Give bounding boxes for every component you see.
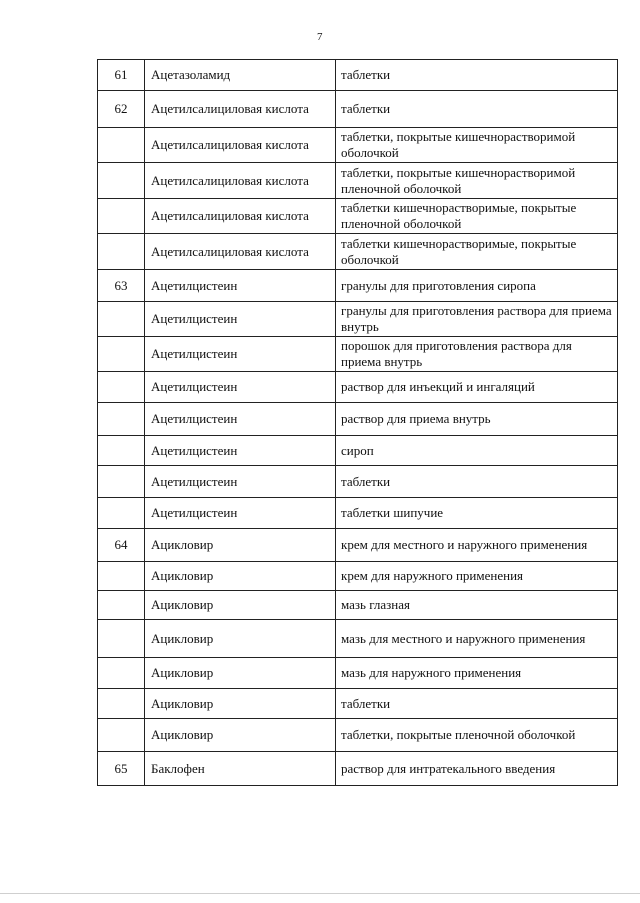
table-row <box>98 403 618 436</box>
row-number <box>98 591 145 620</box>
dosage-form: таблетки <box>336 91 618 128</box>
row-number <box>98 658 145 689</box>
row-number: 62 <box>98 91 145 128</box>
row-number <box>98 199 145 234</box>
row-number: 61 <box>98 60 145 91</box>
dosage-form: таблетки <box>336 60 618 91</box>
page-number: 7 <box>317 31 323 43</box>
dosage-form: таблетки кишечнорастворимые, покрытые оболочкой <box>336 234 618 270</box>
drug-name: Ацетилцистеин <box>145 270 336 302</box>
dosage-form: раствор для интратекального введения <box>336 752 618 786</box>
dosage-form: таблетки, покрытые кишечнорастворимой пленочной оболочкой <box>336 163 618 199</box>
dosage-form: раствор для инъекций и ингаляций <box>336 372 618 403</box>
drug-name: Ацетилсалициловая кислота <box>145 128 336 163</box>
dosage-form: мазь глазная <box>336 591 618 620</box>
table-row <box>98 658 618 689</box>
dosage-form: таблетки <box>336 689 618 719</box>
dosage-form: таблетки шипучие <box>336 498 618 529</box>
table-row <box>98 302 618 337</box>
row-number <box>98 234 145 270</box>
dosage-form: таблетки кишечнорастворимые, покрытые пленочной оболочкой <box>336 199 618 234</box>
dosage-form: сироп <box>336 436 618 466</box>
drug-name: Ацикловир <box>145 719 336 752</box>
dosage-form: таблетки, покрытые пленочной оболочкой <box>336 719 618 752</box>
table-row <box>98 337 618 372</box>
row-number <box>98 689 145 719</box>
row-number <box>98 302 145 337</box>
drug-name: Ацикловир <box>145 591 336 620</box>
table-row <box>98 591 618 620</box>
row-number <box>98 337 145 372</box>
table-row <box>98 752 618 786</box>
row-number <box>98 620 145 658</box>
drug-name: Ацетилсалициловая кислота <box>145 163 336 199</box>
table-row <box>98 372 618 403</box>
drug-name: Ацикловир <box>145 529 336 562</box>
row-number: 65 <box>98 752 145 786</box>
row-number <box>98 372 145 403</box>
drug-name: Ацетилцистеин <box>145 466 336 498</box>
dosage-form: таблетки <box>336 466 618 498</box>
table-row <box>98 199 618 234</box>
dosage-form: порошок для приготовления раствора для приема внутрь <box>336 337 618 372</box>
dosage-form: гранулы для приготовления сиропа <box>336 270 618 302</box>
table-row <box>98 562 618 591</box>
table-row <box>98 529 618 562</box>
table-row <box>98 91 618 128</box>
drug-name: Ацикловир <box>145 620 336 658</box>
row-number <box>98 436 145 466</box>
drug-name: Ацикловир <box>145 658 336 689</box>
drug-name: Ацетилцистеин <box>145 403 336 436</box>
row-number: 63 <box>98 270 145 302</box>
row-number <box>98 466 145 498</box>
drug-name: Ацетилцистеин <box>145 436 336 466</box>
table-row <box>98 128 618 163</box>
drug-name: Ацетилцистеин <box>145 337 336 372</box>
drug-name: Ацетазоламид <box>145 60 336 91</box>
table-row <box>98 60 618 91</box>
drug-name: Ацикловир <box>145 689 336 719</box>
dosage-form: крем для местного и наружного применения <box>336 529 618 562</box>
drug-name: Ацетилцистеин <box>145 498 336 529</box>
table-row <box>98 270 618 302</box>
table-row <box>98 620 618 658</box>
row-number <box>98 403 145 436</box>
drug-name: Ацетилсалициловая кислота <box>145 91 336 128</box>
table-row <box>98 163 618 199</box>
dosage-form: мазь для наружного применения <box>336 658 618 689</box>
drug-name: Ацикловир <box>145 562 336 591</box>
table-row <box>98 234 618 270</box>
drug-name: Ацетилсалициловая кислота <box>145 199 336 234</box>
drug-name: Ацетилцистеин <box>145 302 336 337</box>
dosage-form: раствор для приема внутрь <box>336 403 618 436</box>
drug-name: Ацетилсалициловая кислота <box>145 234 336 270</box>
table-row <box>98 466 618 498</box>
table-row <box>98 719 618 752</box>
row-number <box>98 163 145 199</box>
row-number <box>98 498 145 529</box>
row-number <box>98 719 145 752</box>
row-number <box>98 562 145 591</box>
dosage-form: крем для наружного применения <box>336 562 618 591</box>
dosage-form: мазь для местного и наружного применения <box>336 620 618 658</box>
bottom-divider <box>0 893 640 894</box>
table-body <box>98 60 618 786</box>
table-row <box>98 689 618 719</box>
drug-name: Ацетилцистеин <box>145 372 336 403</box>
row-number <box>98 128 145 163</box>
dosage-form: гранулы для приготовления раствора для приема внутрь <box>336 302 618 337</box>
row-number: 64 <box>98 529 145 562</box>
table-row <box>98 498 618 529</box>
medication-table <box>97 59 618 786</box>
dosage-form: таблетки, покрытые кишечнорастворимой оболочкой <box>336 128 618 163</box>
drug-name: Баклофен <box>145 752 336 786</box>
table-row <box>98 436 618 466</box>
